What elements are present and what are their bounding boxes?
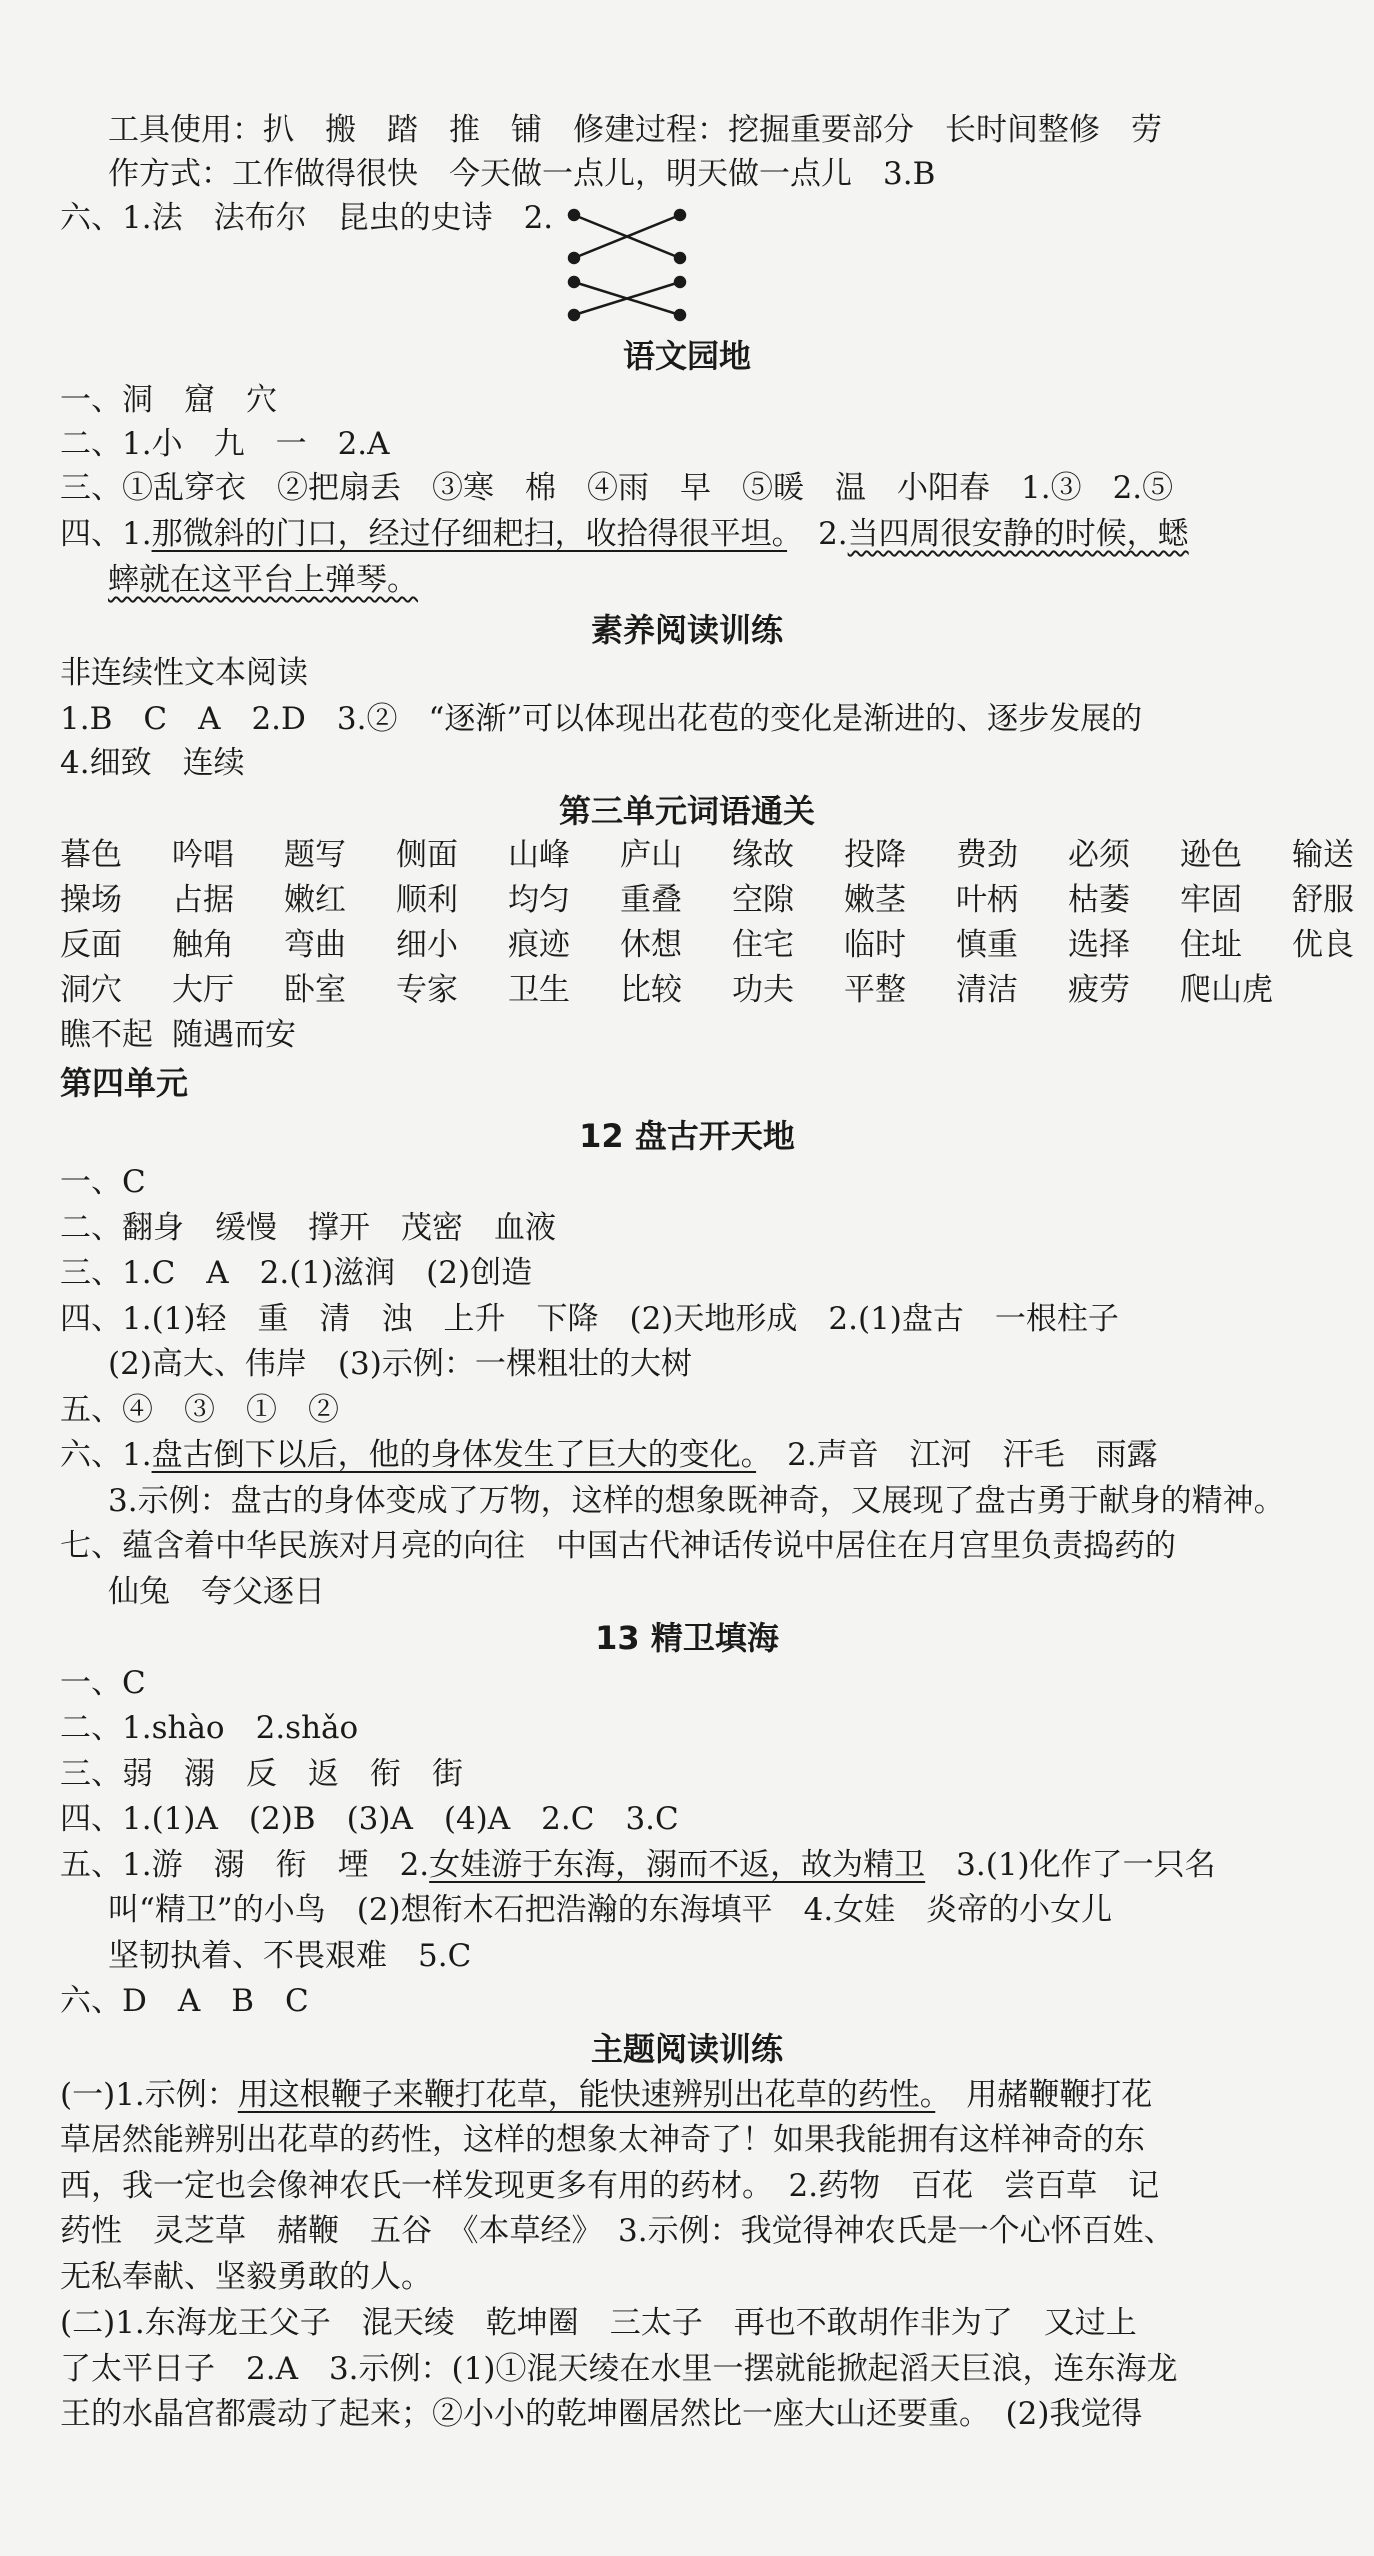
vocabulary-word: 顺利 <box>396 882 458 918</box>
vocabulary-word: 随遇而安 <box>172 1017 296 1053</box>
wavy-underlined-answer: 蟀就在这平台上弹琴。 <box>108 562 418 598</box>
text-line: 五、④ ③ ① ② <box>60 1392 339 1428</box>
unit-heading: 第四单元 <box>60 1064 189 1102</box>
vocabulary-word: 占据 <box>172 882 234 918</box>
text-line: 药性 灵芝草 赭鞭 五谷 《本草经》 3.示例：我觉得神农氏是一个心怀百姓、 <box>60 2213 1175 2249</box>
section-heading: 第三单元词语通关 <box>558 792 815 830</box>
vocabulary-word: 逊色 <box>1180 837 1242 873</box>
vocabulary-row <box>60 833 1374 878</box>
text-fragment: 用赭鞭鞭打花 <box>935 2077 1153 2113</box>
vocabulary-word: 大厅 <box>172 972 234 1008</box>
text-fragment: 六、1. <box>60 1437 152 1473</box>
text-line <box>108 558 418 602</box>
vocabulary-word: 选择 <box>1068 927 1130 963</box>
vocabulary-word: 清洁 <box>956 972 1018 1008</box>
text-line: 一、洞 窟 穴 <box>60 382 277 418</box>
text-line: 仙兔 夸父逐日 <box>108 1574 325 1610</box>
vocabulary-word: 舒服 <box>1292 882 1354 918</box>
text-line: 四、1.(1)轻 重 清 浊 上升 下降 (2)天地形成 2.(1)盘古 一根柱子 <box>60 1301 1119 1337</box>
vocabulary-word: 暮色 <box>60 837 122 873</box>
text-line: 三、弱 溺 反 返 衔 街 <box>60 1756 463 1792</box>
text-line <box>60 1433 1158 1477</box>
vocabulary-word: 输送 <box>1292 837 1354 873</box>
text-line: (二)1.东海龙王父子 混天绫 乾坤圈 三太子 再也不敢胡作非为了 又过上 <box>60 2305 1137 2341</box>
section-heading: 主题阅读训练 <box>590 2030 783 2068</box>
text-line: 坚韧执着、不畏艰难 5.C <box>108 1938 472 1974</box>
vocabulary-word: 住址 <box>1180 927 1242 963</box>
text-line: (2)高大、伟岸 (3)示例：一棵粗壮的大树 <box>108 1346 692 1382</box>
vocabulary-word: 反面 <box>60 927 122 963</box>
text-line: 四、1.(1)A (2)B (3)A (4)A 2.C 3.C <box>60 1801 679 1837</box>
vocabulary-word: 触角 <box>172 927 234 963</box>
vocabulary-word: 休想 <box>620 927 682 963</box>
text-line <box>60 1843 1216 1887</box>
vocabulary-word: 吟唱 <box>172 837 234 873</box>
vocabulary-word: 均匀 <box>508 882 570 918</box>
text-line: 二、1.小 九 一 2.A <box>60 426 390 462</box>
vocabulary-word: 临时 <box>844 927 906 963</box>
vocabulary-word: 慎重 <box>956 927 1018 963</box>
text-line: 草居然能辨别出花草的药性，这样的想象太神奇了！如果我能拥有这样神奇的东 <box>60 2122 1145 2158</box>
text-line: 1.B C A 2.D 3.② “逐渐”可以体现出花苞的变化是渐进的、逐步发展的 <box>60 701 1143 737</box>
vocabulary-word: 细小 <box>396 927 458 963</box>
vocabulary-word: 庐山 <box>620 837 682 873</box>
vocabulary-word: 比较 <box>620 972 682 1008</box>
text-fragment: 3.(1)化作了一只名 <box>925 1847 1216 1883</box>
vocabulary-word: 重叠 <box>620 882 682 918</box>
wavy-underlined-answer: 当四周很安静的时候，蟋 <box>847 516 1189 552</box>
text-line <box>60 512 1189 556</box>
text-fragment: 2. <box>787 516 848 552</box>
vocabulary-word: 卫生 <box>508 972 570 1008</box>
vocabulary-word: 痕迹 <box>508 927 570 963</box>
section-heading: 语文园地 <box>622 337 751 375</box>
vocabulary-word: 疲劳 <box>1068 972 1130 1008</box>
text-line: 作方式：工作做得很快 今天做一点儿，明天做一点儿 3.B <box>108 156 936 192</box>
vocabulary-word: 枯萎 <box>1068 882 1130 918</box>
vocabulary-word: 空隙 <box>732 882 794 918</box>
text-line: 三、1.C A 2.(1)滋润 (2)创造 <box>60 1255 533 1291</box>
text-fragment: 五、1.游 溺 衔 堙 2. <box>60 1847 430 1883</box>
vocabulary-word: 投降 <box>844 837 906 873</box>
vocabulary-word: 山峰 <box>508 837 570 873</box>
vocabulary-word: 专家 <box>396 972 458 1008</box>
vocabulary-row <box>60 923 1374 968</box>
text-line: 六、1.法 法布尔 昆虫的史诗 2. <box>60 200 554 236</box>
text-line: 三、①乱穿衣 ②把扇丢 ③寒 棉 ④雨 早 ⑤暖 温 小阳春 1.③ 2.⑤ <box>60 470 1174 506</box>
text-line: 王的水晶宫都震动了起来；②小小的乾坤圈居然比一座大山还要重。 (2)我觉得 <box>60 2396 1143 2432</box>
vocabulary-word: 优良 <box>1292 927 1354 963</box>
text-line: 七、蕴含着中华民族对月亮的向往 中国古代神话传说中居住在月宫里负责捣药的 <box>60 1528 1176 1564</box>
text-line <box>60 2073 1152 2117</box>
text-line: 非连续性文本阅读 <box>60 655 308 691</box>
text-fragment: 四、1. <box>60 516 152 552</box>
text-line: 4.细致 连续 <box>60 745 245 781</box>
vocabulary-row <box>60 878 1374 923</box>
matching-lines-diagram <box>560 200 700 330</box>
text-line: 叫“精卫”的小鸟 (2)想衔木石把浩瀚的东海填平 4.女娃 炎帝的小女儿 <box>108 1892 1113 1928</box>
text-line: 工具使用：扒 搬 踏 推 铺 修建过程：挖掘重要部分 长时间整修 劳 <box>108 112 1162 148</box>
text-line: 了太平日子 2.A 3.示例：(1)①混天绫在水里一摆就能掀起滔天巨浪，连东海龙 <box>60 2351 1178 2387</box>
lesson-heading: 13 精卫填海 <box>595 1619 779 1657</box>
lesson-heading: 12 盘古开天地 <box>579 1117 795 1155</box>
vocabulary-row <box>60 1013 1374 1058</box>
underlined-answer: 女娃游于东海，溺而不返，故为精卫 <box>429 1847 926 1883</box>
underlined-answer: 那微斜的门口，经过仔细耙扫，收拾得很平坦。 <box>151 516 788 552</box>
vocabulary-word: 牢固 <box>1180 882 1242 918</box>
vocabulary-word: 功夫 <box>732 972 794 1008</box>
text-fragment: 2.声音 江河 汗毛 雨露 <box>756 1437 1158 1473</box>
vocabulary-word: 缘故 <box>732 837 794 873</box>
vocabulary-word: 侧面 <box>396 837 458 873</box>
text-line: 3.示例：盘古的身体变成了万物，这样的想象既神奇，又展现了盘古勇于献身的精神。 <box>108 1483 1285 1519</box>
vocabulary-word: 平整 <box>844 972 906 1008</box>
text-fragment: (一)1.示例： <box>60 2077 238 2113</box>
vocabulary-word: 住宅 <box>732 927 794 963</box>
section-heading: 素养阅读训练 <box>590 611 783 649</box>
vocabulary-word: 爬山虎 <box>1180 972 1273 1008</box>
text-line: 六、D A B C <box>60 1983 309 2019</box>
vocabulary-word: 费劲 <box>956 837 1018 873</box>
underlined-answer: 用这根鞭子来鞭打花草，能快速辨别出花草的药性。 <box>237 2077 936 2113</box>
vocabulary-word: 题写 <box>284 837 346 873</box>
text-line: 一、C <box>60 1164 146 1200</box>
vocabulary-word: 弯曲 <box>284 927 346 963</box>
vocabulary-word: 洞穴 <box>60 972 122 1008</box>
vocabulary-word: 嫩红 <box>284 882 346 918</box>
text-line: 一、C <box>60 1665 146 1701</box>
underlined-answer: 盘古倒下以后，他的身体发生了巨大的变化。 <box>151 1437 757 1473</box>
text-line: 二、翻身 缓慢 撑开 茂密 血液 <box>60 1210 556 1246</box>
text-line: 西，我一定也会像神农氏一样发现更多有用的药材。 2.药物 百花 尝百草 记 <box>60 2168 1160 2204</box>
vocabulary-word: 卧室 <box>284 972 346 1008</box>
vocabulary-word: 操场 <box>60 882 122 918</box>
vocabulary-word: 必须 <box>1068 837 1130 873</box>
vocabulary-word: 瞧不起 <box>60 1017 153 1053</box>
text-line: 无私奉献、坚毅勇敢的人。 <box>60 2259 432 2295</box>
vocabulary-row <box>60 968 1374 1013</box>
vocabulary-word: 嫩茎 <box>844 882 906 918</box>
text-line: 二、1.shào 2.shǎo <box>60 1710 359 1746</box>
vocabulary-grid <box>60 833 1374 1058</box>
vocabulary-word: 叶柄 <box>956 882 1018 918</box>
